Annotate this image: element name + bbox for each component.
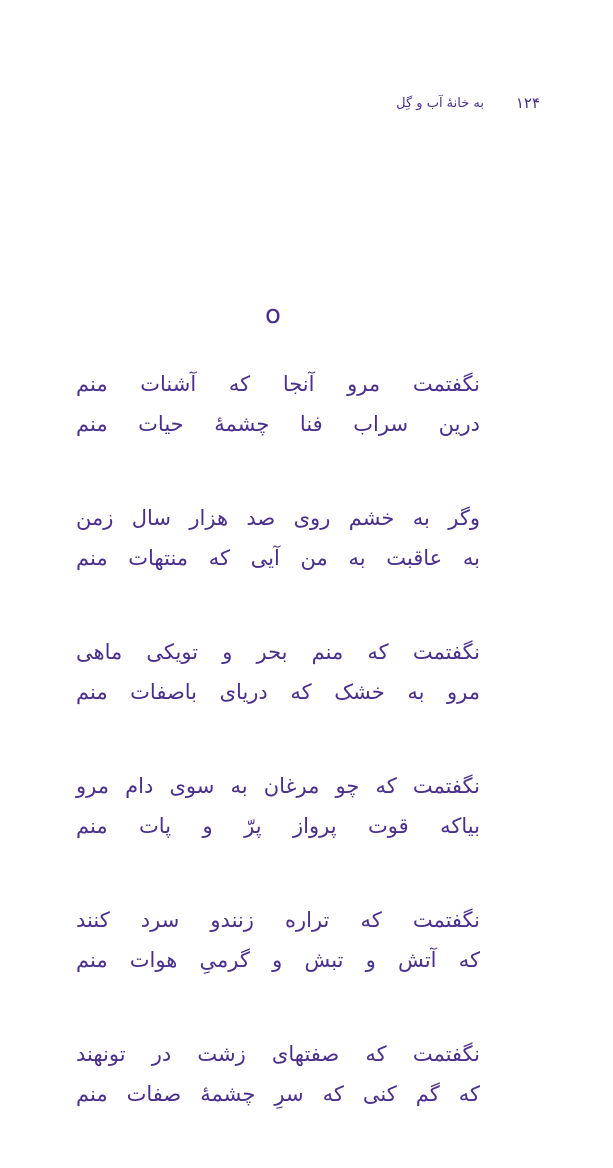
poem-line: نگفتمت که چو مرغان به سوی دام مرو	[76, 774, 480, 798]
poem-line: که آتش و تبش و گرمیِ هوات منم	[76, 948, 480, 972]
section-mark: o	[265, 300, 281, 330]
page-number: ۱۲۴	[515, 94, 540, 112]
page-header	[360, 94, 540, 120]
poem-line: به عاقبت به من آیی که منتهات منم	[76, 546, 480, 570]
poem-line: وگر به خشم روی صد هزار سال زمن	[76, 506, 480, 530]
stanza	[76, 766, 480, 846]
poem	[76, 364, 480, 1168]
running-title: به خانهٔ آب و گِل	[396, 96, 484, 111]
poem-line: مرو به خشک که دریای باصفات منم	[76, 680, 480, 704]
stanza	[76, 498, 480, 578]
poem-line: نگفتمت که صفتهای زشت در تونهند	[76, 1042, 480, 1066]
stanza	[76, 900, 480, 980]
poem-line: نگفتمت که تراره زنندو سرد کنند	[76, 908, 480, 932]
poem-line: که گم کنی که سرِ چشمهٔ صفات منم	[76, 1082, 480, 1106]
poem-line: نگفتمت که منم بحر و تویکی ماهی	[76, 640, 480, 664]
stanza	[76, 1034, 480, 1114]
stanza	[76, 364, 480, 444]
stanza	[76, 632, 480, 712]
poem-line: بیاکه قوت پرواز پرّ و پات منم	[76, 814, 480, 838]
poem-line: درین سراب فنا چشمهٔ حیات منم	[76, 412, 480, 436]
poem-line: نگفتمت مرو آنجا که آشنات منم	[76, 372, 480, 396]
